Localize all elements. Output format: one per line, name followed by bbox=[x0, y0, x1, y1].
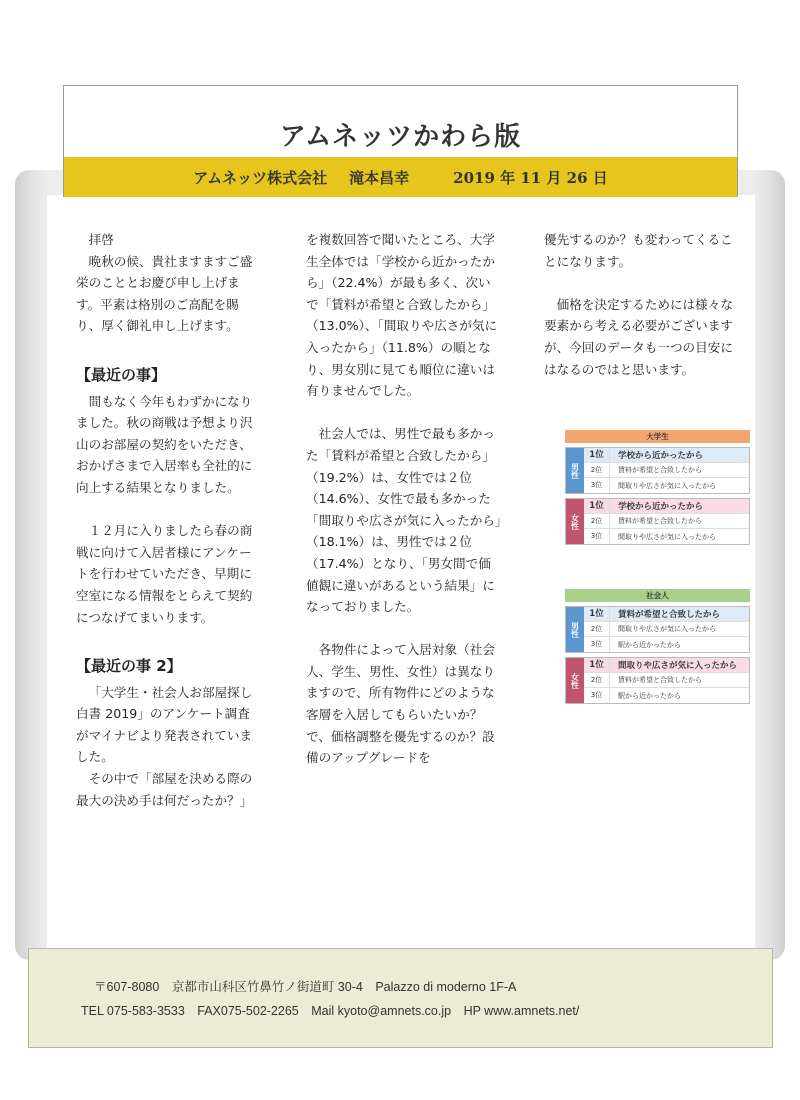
paragraph: 晩秋の候、貴社ますますご盛栄のこととお慶び申し上げます。平素は格別のご高配を賜り、厚く御礼申し上げます。 bbox=[76, 253, 253, 334]
paragraph: 優先するのか？も変わってくることになります。 bbox=[544, 232, 733, 269]
issue-date: 2019 年 11 月 26 日 bbox=[453, 168, 608, 187]
newsletter-header bbox=[63, 85, 738, 197]
gender-group bbox=[565, 447, 750, 494]
ranking-table-workers bbox=[565, 589, 750, 704]
rank-number: 3位 bbox=[584, 688, 610, 703]
paragraph: 社会人では、男性で最も多かった「賃料が希望と合致したから」（19.2%）は、女性では２位（14.6%）、女性で最も多かった「間取りや広さが気に入ったから」（18.1%）は、男性では２位（17.4%）となり、「男女間で価値観に違いがあるという結果」になっておりました。 bbox=[306, 426, 502, 615]
rank-reason: 賃料が希望と合致したから bbox=[618, 517, 702, 525]
rank-number: 1位 bbox=[584, 448, 610, 462]
rank-reason: 間取りや広さが気に入ったから bbox=[618, 661, 738, 671]
rank-row bbox=[584, 673, 749, 688]
byline-bar bbox=[64, 157, 737, 197]
rank-number: 2位 bbox=[584, 463, 610, 477]
rank-row bbox=[584, 688, 749, 703]
gender-group bbox=[565, 657, 750, 704]
newsletter-title: アムネッツかわら版 bbox=[279, 122, 522, 152]
section-heading: 【最近の事】 bbox=[76, 365, 167, 384]
footer-contact bbox=[28, 948, 773, 1048]
rank-number: 1位 bbox=[584, 658, 610, 672]
footer-contact-line: TEL 075-583-3533 FAX075-502-2265 Mail kyoto@amnets.co.jp HP www.amnets.net/ bbox=[81, 1004, 580, 1018]
rank-row bbox=[584, 514, 749, 529]
rank-reason: 学校から近かったから bbox=[618, 502, 704, 512]
ranking-table-students bbox=[565, 430, 750, 545]
rank-row bbox=[584, 658, 749, 673]
rank-row bbox=[584, 478, 749, 493]
gender-label: 女性 bbox=[566, 658, 584, 703]
rank-row bbox=[584, 637, 749, 652]
rank-reason: 間取りや広さが気に入ったから bbox=[618, 532, 716, 541]
rank-reason: 駅から近かったから bbox=[618, 640, 681, 649]
column-3 bbox=[544, 229, 734, 380]
rank-row bbox=[584, 499, 749, 514]
paragraph: 各物件によって入居対象（社会人、学生、男性、女性）は異なりますので、所有物件にどのような客層を入居してもらいたいか？で、価格調整を優先するのか？設備のアップグレードを bbox=[306, 642, 495, 766]
rank-reason: 間取りや広さが気に入ったから bbox=[618, 481, 716, 490]
gender-label: 男性 bbox=[566, 607, 584, 652]
rank-reason: 賃料が希望と合致したから bbox=[618, 610, 721, 620]
footer-address: 〒607-8080 京都市山科区竹鼻竹ノ街道町 30-4 Palazzo di moderno 1F-A bbox=[94, 980, 517, 994]
table-title: 大学生 bbox=[565, 430, 750, 443]
gender-group bbox=[565, 606, 750, 653]
paragraph: 間もなく今年もわずかになりました。秋の商戦は予想より沢山のお部屋の契約をいただき、おかげさまで入居率も全社的に向上する結果となりました。 bbox=[76, 393, 253, 495]
greeting: 拝啓 bbox=[88, 232, 114, 247]
gender-label: 女性 bbox=[566, 499, 584, 544]
rank-reason: 賃料が希望と合致したから bbox=[618, 676, 702, 684]
rank-reason: 賃料が希望と合致したから bbox=[618, 466, 702, 474]
gender-label: 男性 bbox=[566, 448, 584, 493]
company-name: アムネッツ株式会社 bbox=[193, 168, 328, 187]
rank-reason: 学校から近かったから bbox=[618, 451, 704, 461]
section-heading: 【最近の事 2】 bbox=[76, 656, 182, 675]
paragraph: １２月に入りましたら春の商戦に向けて入居者様にアンケートを行わせていただき、早期に空室になる情報をとらえて契約につなげてまいります。 bbox=[76, 523, 253, 625]
rank-number: 3位 bbox=[584, 637, 610, 652]
paragraph: その中で「部屋を決める際の最大の決め手は何だったか？」 bbox=[76, 771, 253, 808]
gender-group bbox=[565, 498, 750, 545]
rank-number: 2位 bbox=[584, 673, 610, 687]
rank-row bbox=[584, 448, 749, 463]
rank-number: 1位 bbox=[584, 499, 610, 513]
rank-number: 2位 bbox=[584, 514, 610, 528]
rank-row bbox=[584, 622, 749, 637]
column-1 bbox=[76, 229, 262, 811]
paragraph: 価格を決定するためには様々な要素から考える必要がございますが、今回のデータも一つの目安にはなるのではと思います。 bbox=[544, 296, 733, 377]
rank-row bbox=[584, 529, 749, 544]
rank-number: 2位 bbox=[584, 622, 610, 636]
rank-number: 3位 bbox=[584, 529, 610, 544]
table-title: 社会人 bbox=[565, 589, 750, 602]
author-name: 滝本昌幸 bbox=[349, 168, 410, 187]
paragraph: を複数回答で聞いたところ、大学生全体では「学校から近かったから」（22.4%）が最も多く、次いで「賃料が希望と合致したから」（13.0%）、「間取りや広さが気に入ったから」（11.8%）の順となり、男女別に見ても順位に違いは有りませんでした。 bbox=[306, 232, 498, 399]
rank-row bbox=[584, 463, 749, 478]
paragraph: 「大学生・社会人お部屋探し白書 2019」のアンケート調査がマイナビより発表されていました。 bbox=[76, 684, 253, 765]
rank-row bbox=[584, 607, 749, 622]
rank-reason: 間取りや広さが気に入ったから bbox=[618, 625, 716, 633]
rank-reason: 駅から近かったから bbox=[618, 691, 681, 700]
column-2 bbox=[306, 229, 502, 769]
rank-number: 3位 bbox=[584, 478, 610, 493]
rank-number: 1位 bbox=[584, 607, 610, 621]
